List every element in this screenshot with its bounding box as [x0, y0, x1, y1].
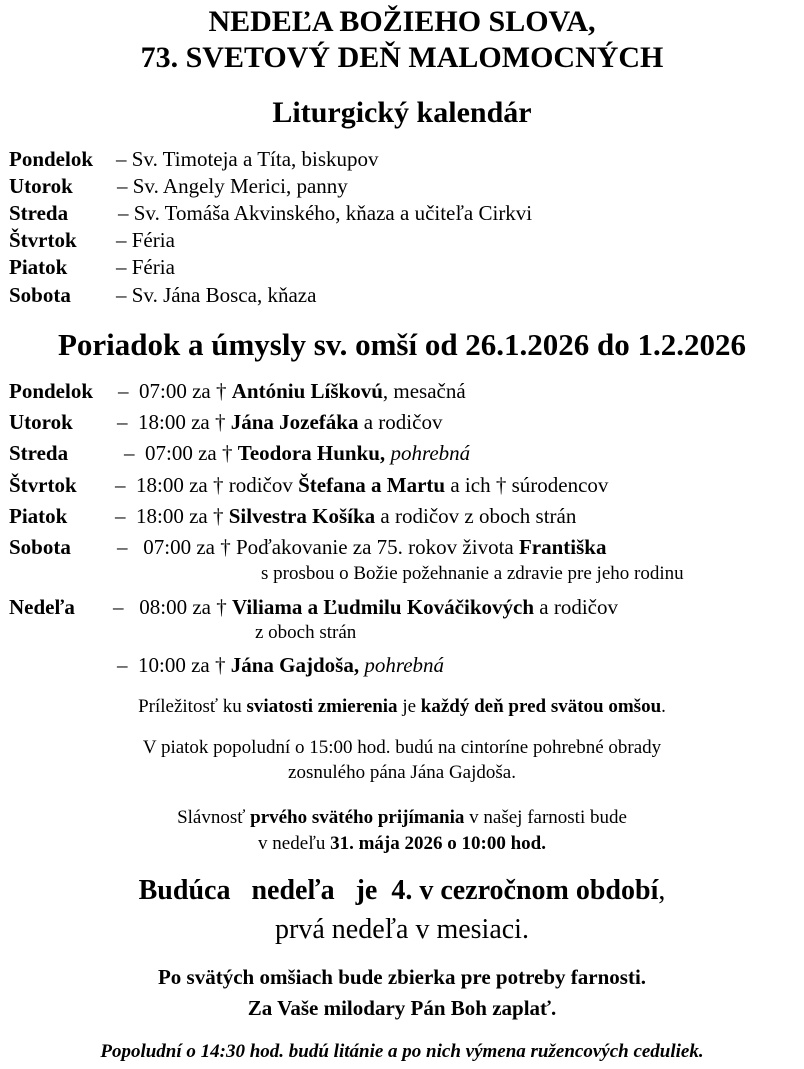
mass-dash: –	[124, 441, 135, 465]
calendar-celebration: – Féria	[116, 255, 175, 279]
calendar-celebration: – Sv. Tomáša Akvinského, kňaza a učiteľa Cirkvi	[118, 201, 533, 225]
calendar-day: Pondelok	[9, 147, 94, 171]
mass-intention	[117, 650, 444, 680]
mass-intention	[113, 592, 618, 622]
calendar-row	[9, 282, 317, 309]
mass-schedule-heading: Poriadok a úmysly sv. omší od 26.1.2026 do 1.2.2026	[57, 327, 747, 362]
mass-dash: –	[113, 595, 124, 619]
mass-dash: –	[117, 653, 128, 677]
confession-text: Príležitosť ku	[138, 696, 247, 717]
communion-note-line1	[0, 805, 804, 830]
next-sunday-text: Budúca nedeľa je 4. v cezročnom období	[138, 875, 659, 906]
mass-dash: –	[117, 410, 128, 434]
mass-rest: a ich † súrodencov	[445, 473, 609, 497]
mass-name: Silvestra Košíka	[228, 504, 376, 528]
mass-dash: –	[115, 473, 126, 497]
mass-rest: a rodičov	[358, 410, 443, 434]
mass-time: 07:00 za †	[139, 379, 227, 403]
confession-text: .	[661, 696, 666, 717]
calendar-celebration: – Sv. Angely Merici, panny	[117, 174, 348, 198]
mass-row	[9, 470, 789, 500]
calendar-row	[9, 254, 175, 281]
calendar-day: Streda	[9, 201, 69, 225]
collection-note-line1: Po svätých omšiach bude zbierka pre potreby farnosti.	[157, 965, 647, 989]
mass-rest: a rodičov	[534, 595, 618, 619]
mass-day: Pondelok	[9, 379, 94, 403]
liturgical-calendar-heading: Liturgický kalendár	[272, 96, 532, 129]
mass-row	[9, 501, 789, 531]
mass-day: Sobota	[9, 535, 71, 559]
communion-note-line2	[0, 831, 804, 856]
mass-dash: –	[117, 535, 128, 559]
mass-time: 10:00 za †	[138, 653, 226, 677]
mass-day: Utorok	[9, 410, 73, 434]
mass-dash: –	[115, 504, 126, 528]
communion-emphasis: prvého svätého prijímania	[250, 807, 465, 828]
mass-name: Jána Jozefáka	[230, 410, 359, 434]
next-sunday-line2: prvá nedeľa v mesiaci.	[275, 914, 529, 945]
mass-continuation: z oboch strán	[255, 622, 357, 643]
footer-note: Popoludní o 14:30 hod. budú litánie a po nich výmena ružencových ceduliek.	[100, 1041, 704, 1062]
mass-name: Františka	[518, 535, 607, 559]
calendar-day: Piatok	[9, 255, 68, 279]
confession-emphasis: sviatosti zmierenia	[246, 696, 398, 717]
communion-date: 31. mája 2026 o 10:00 hod.	[330, 833, 546, 854]
mass-time: 07:00 za † Poďakovanie za 75. rokov života	[143, 535, 514, 559]
calendar-row	[9, 227, 175, 254]
calendar-row	[9, 146, 379, 173]
mass-row	[9, 592, 789, 648]
calendar-celebration: – Féria	[116, 228, 175, 252]
mass-intention	[115, 501, 576, 531]
mass-intention	[115, 470, 608, 500]
mass-intention	[118, 376, 466, 406]
mass-day: Streda	[9, 441, 69, 465]
mass-name: Antóniu Líškovú	[231, 379, 383, 403]
page-title-line1: NEDEĽA BOŽIEHO SLOVA,	[208, 5, 596, 38]
mass-name: Teodora Hunku,	[237, 441, 386, 465]
mass-name: Štefana a Martu	[298, 473, 446, 497]
mass-time: 08:00 za †	[139, 595, 227, 619]
communion-text: v nedeľu	[258, 833, 331, 854]
page-title-line2: 73. SVETOVÝ DEŇ MALOMOCNÝCH	[140, 41, 664, 74]
confession-emphasis: každý deň pred svätou omšou	[420, 696, 662, 717]
mass-intention	[117, 407, 442, 437]
mass-row	[9, 407, 789, 437]
communion-text: Slávnosť	[177, 807, 251, 828]
calendar-row	[9, 173, 348, 200]
collection-note-line2: Za Vaše milodary Pán Boh zaplať.	[247, 996, 557, 1020]
calendar-day: Sobota	[9, 283, 71, 307]
mass-rest: pohrebná	[385, 441, 471, 465]
mass-day: Štvrtok	[9, 473, 77, 497]
mass-intention	[124, 438, 470, 468]
mass-rest: , mesačná	[382, 379, 466, 403]
mass-intention	[117, 532, 607, 562]
mass-day: Piatok	[9, 504, 68, 528]
mass-time: 18:00 za † rodičov	[136, 473, 293, 497]
communion-text: v našej farnosti bude	[464, 807, 627, 828]
mass-continuation: s prosbou o Božie požehnanie a zdravie pre jeho rodinu	[261, 563, 684, 584]
calendar-celebration: – Sv. Timoteja a Títa, biskupov	[116, 147, 379, 171]
mass-name: Viliama a Ľudmilu Kováčikových	[231, 595, 534, 619]
mass-row	[9, 376, 789, 406]
mass-dash: –	[118, 379, 129, 403]
funeral-note-line1: V piatok popoludní o 15:00 hod. budú na cintoríne pohrebné obrady	[142, 737, 662, 758]
mass-rest: a rodičov z oboch strán	[375, 504, 577, 528]
funeral-note-line2: zosnulého pána Jána Gajdoša.	[288, 762, 516, 783]
mass-time: 18:00 za †	[138, 410, 226, 434]
calendar-day: Utorok	[9, 174, 73, 198]
mass-name: Jána Gajdoša,	[230, 653, 360, 677]
calendar-celebration: – Sv. Jána Bosca, kňaza	[116, 283, 317, 307]
mass-time: 07:00 za †	[145, 441, 233, 465]
mass-day: Nedeľa	[9, 595, 75, 619]
confession-text: je	[397, 696, 421, 717]
mass-row	[9, 532, 799, 588]
calendar-day: Štvrtok	[9, 228, 77, 252]
mass-row	[9, 650, 789, 680]
mass-row	[9, 438, 789, 468]
confession-note	[0, 694, 804, 719]
calendar-row	[9, 200, 533, 227]
mass-rest: pohrebná	[359, 653, 445, 677]
next-sunday-comma: ,	[658, 875, 666, 906]
next-sunday-line1	[0, 874, 804, 908]
mass-time: 18:00 za †	[136, 504, 224, 528]
